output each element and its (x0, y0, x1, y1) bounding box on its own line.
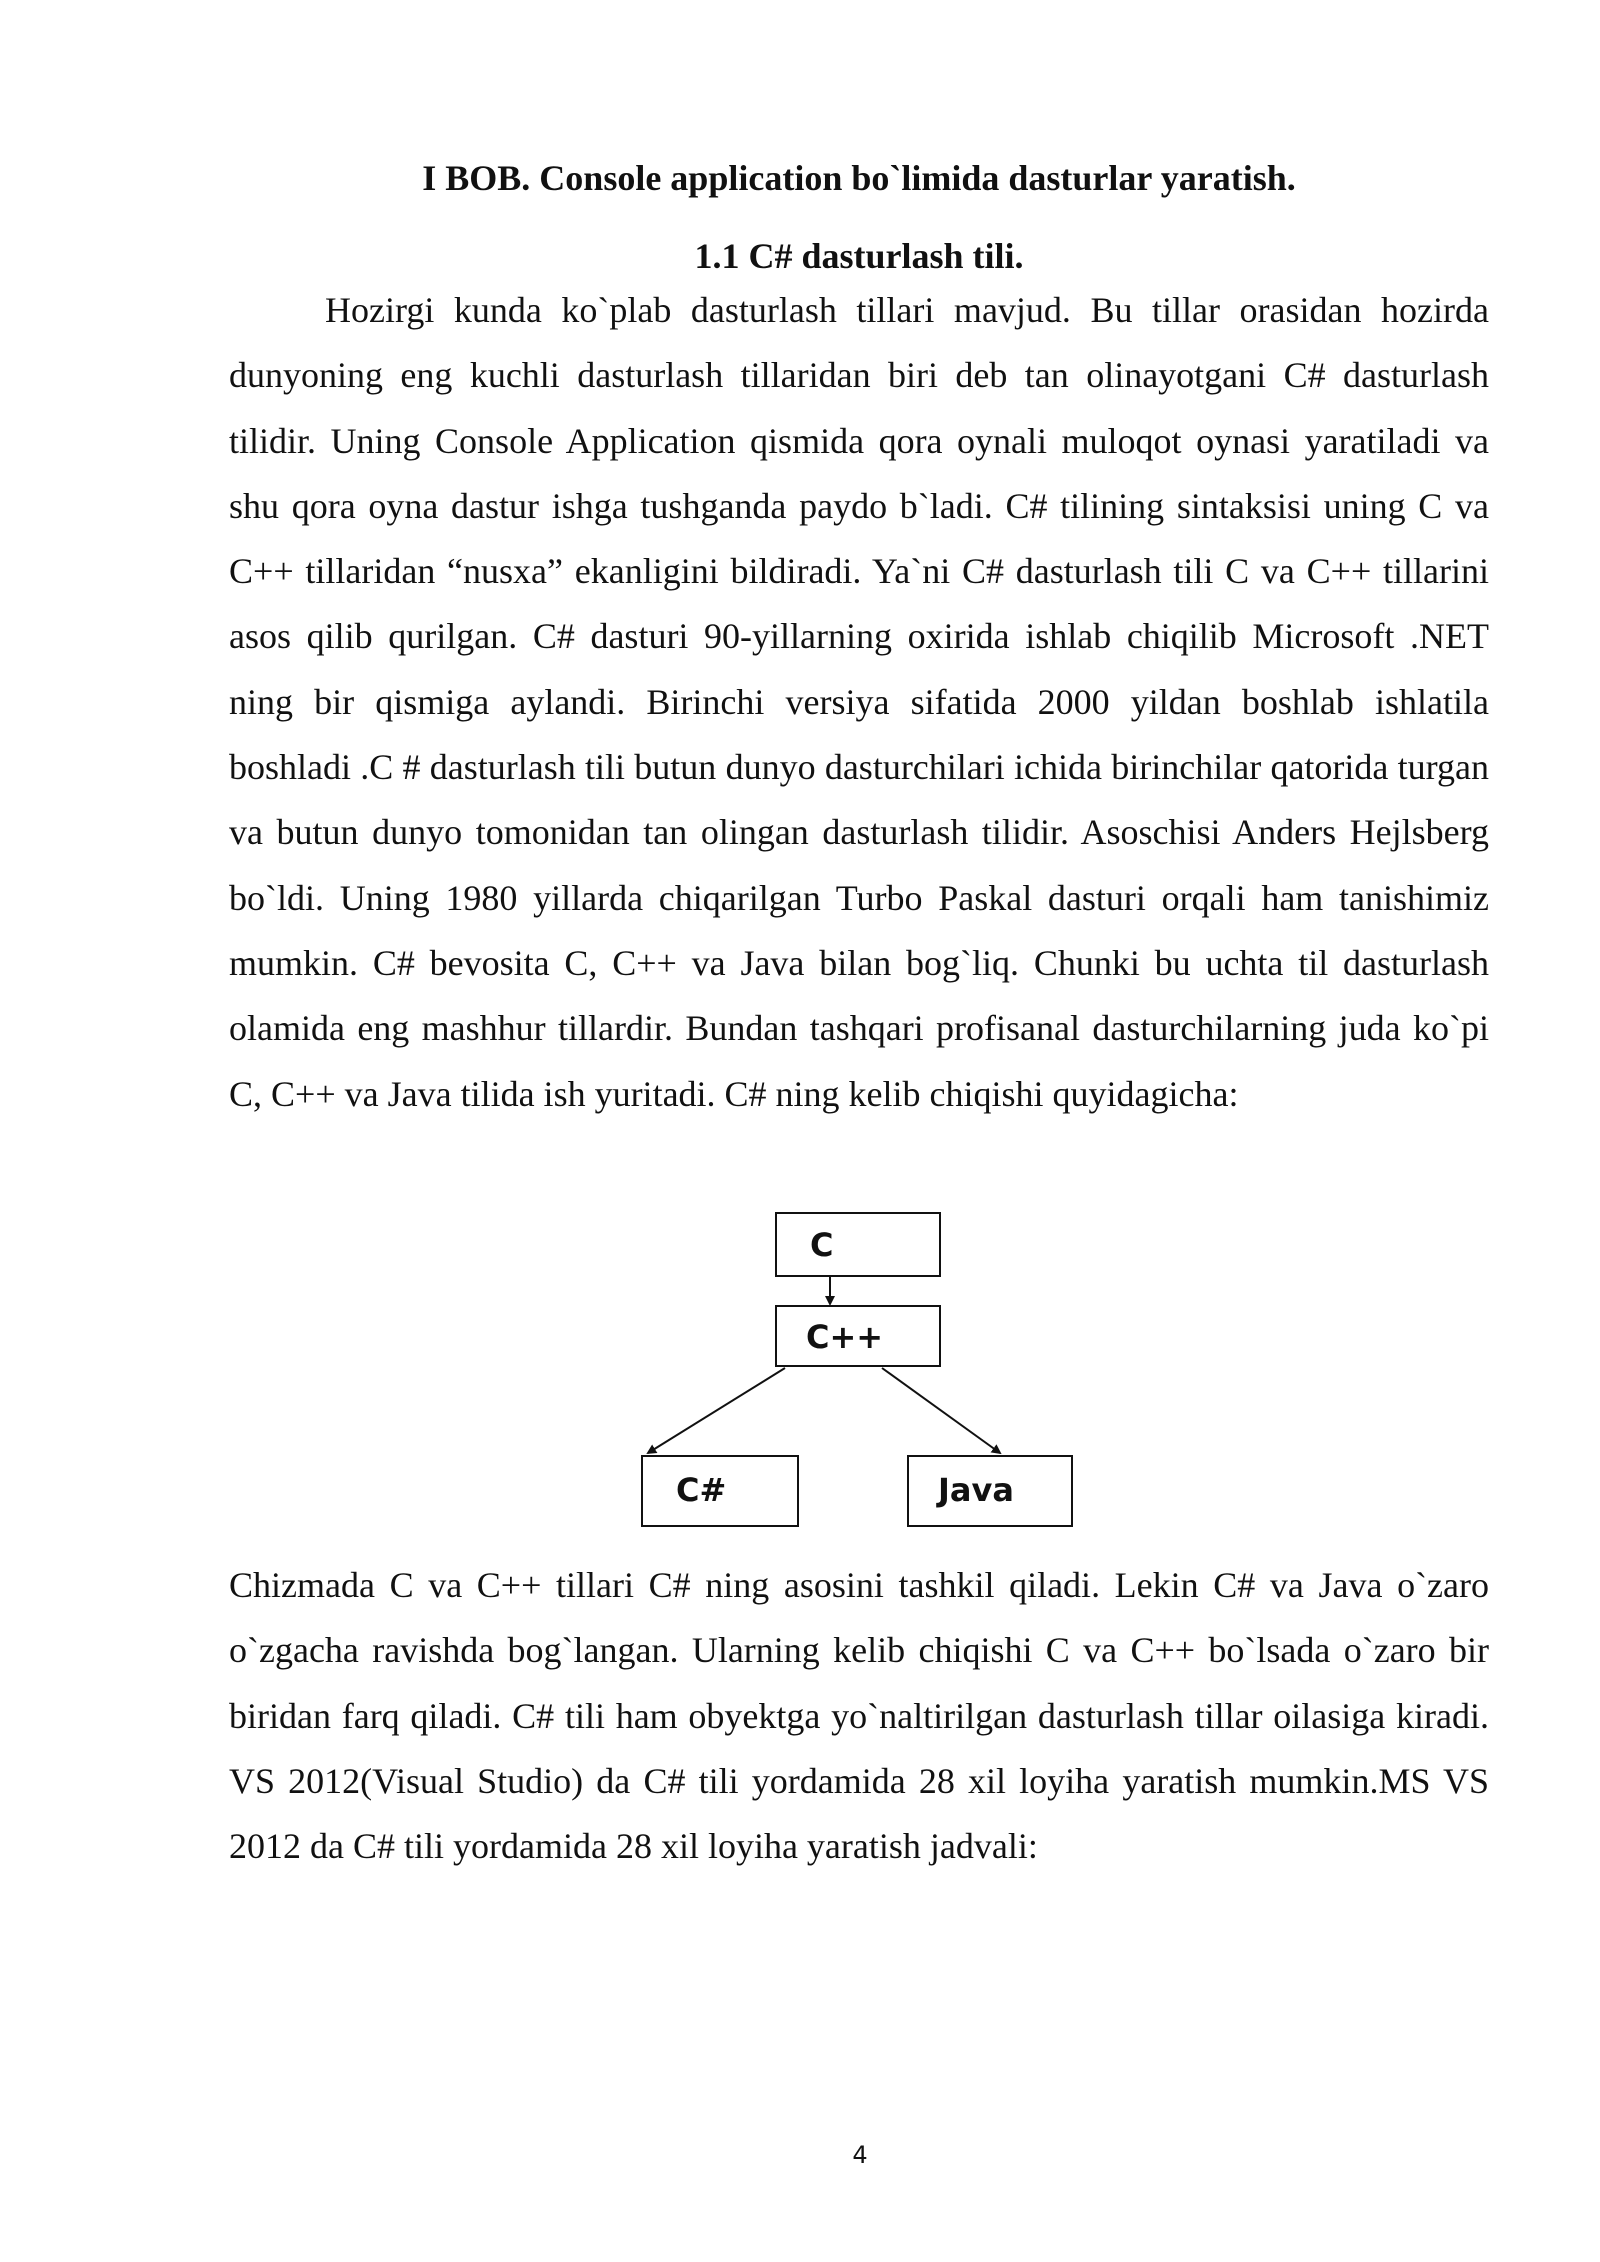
node-cpp-label: C++ (806, 1318, 884, 1356)
edge-cpp-to-java (882, 1368, 1000, 1453)
language-lineage-diagram (620, 1208, 1100, 1538)
body-paragraph-2: Chizmada C va C++ tillari C# ning asosini tashkil qiladi. Lekin C# va Java o`zaro o`zgacha ravishda bog`langan. Ularning kelib chiqishi C va C++ bo`lsada o`zaro bir biridan farq qiladi. C# tili ham obyektga yo`naltirilgan dasturlash tillar oilasiga kiradi. VS 2012(Visual Studio) da C# tili yordamida 28 xil loyiha yaratish mumkin.MS VS 2012 da C# tili yordamida 28 xil loyiha yaratish jadvali: (229, 1565, 1489, 1867)
node-csharp-label: C# (676, 1471, 727, 1509)
node-cpp (776, 1306, 940, 1366)
node-java (908, 1456, 1072, 1526)
chapter-title: I BOB. Console application bo`limida dasturlar yaratish. (422, 158, 1296, 198)
page-number: 4 (852, 2141, 868, 2169)
node-java-label: Java (938, 1471, 1014, 1509)
node-csharp (642, 1456, 798, 1526)
edge-cpp-to-csharp (648, 1368, 785, 1453)
node-c (776, 1213, 940, 1276)
section-title: 1.1 C# dasturlash tili. (694, 236, 1024, 276)
body-paragraph-1: Hozirgi kunda ko`plab dasturlash tillari mavjud. Bu tillar orasidan hozirda dunyoning eng kuchli dasturlash tillaridan biri deb tan olinayotgani C# dasturlash tilidir. Uning Console Application qismida qora oynali muloqot oynasi yaratiladi va shu qora oyna dastur ishga tushganda paydo b`ladi. C# tilining sintaksisi uning C va C++ tillaridan “nusxa” ekanligini bildiradi. Ya`ni C# dasturlash tili C va C++ tillarini asos qilib qurilgan. C# dasturi 90-yillarning oxirida ishlab chiqilib Microsoft .NET ning bir qismiga aylandi. Birinchi versiya sifatida 2000 yildan boshlab ishlatila boshladi .C # dasturlash tili butun dunyo dasturchilari ichida birinchilar qatorida turgan va butun dunyo tomonidan tan olingan dasturlash tilidir. Asoschisi Anders Hejlsberg bo`ldi. Uning 1980 yillarda chiqarilgan Turbo Paskal dasturi orqali ham tanishimiz mumkin. C# bevosita C, C++ va Java bilan bog`liq. Chunki bu uchta til dasturlash olamida eng mashhur tillardir. Bundan tashqari profisanal dasturchilarning juda ko`pi C, C++ va Java tilida ish yuritadi. C# ning kelib chiqishi quyidagicha: (229, 290, 1489, 1114)
node-c-label: C (810, 1226, 834, 1264)
